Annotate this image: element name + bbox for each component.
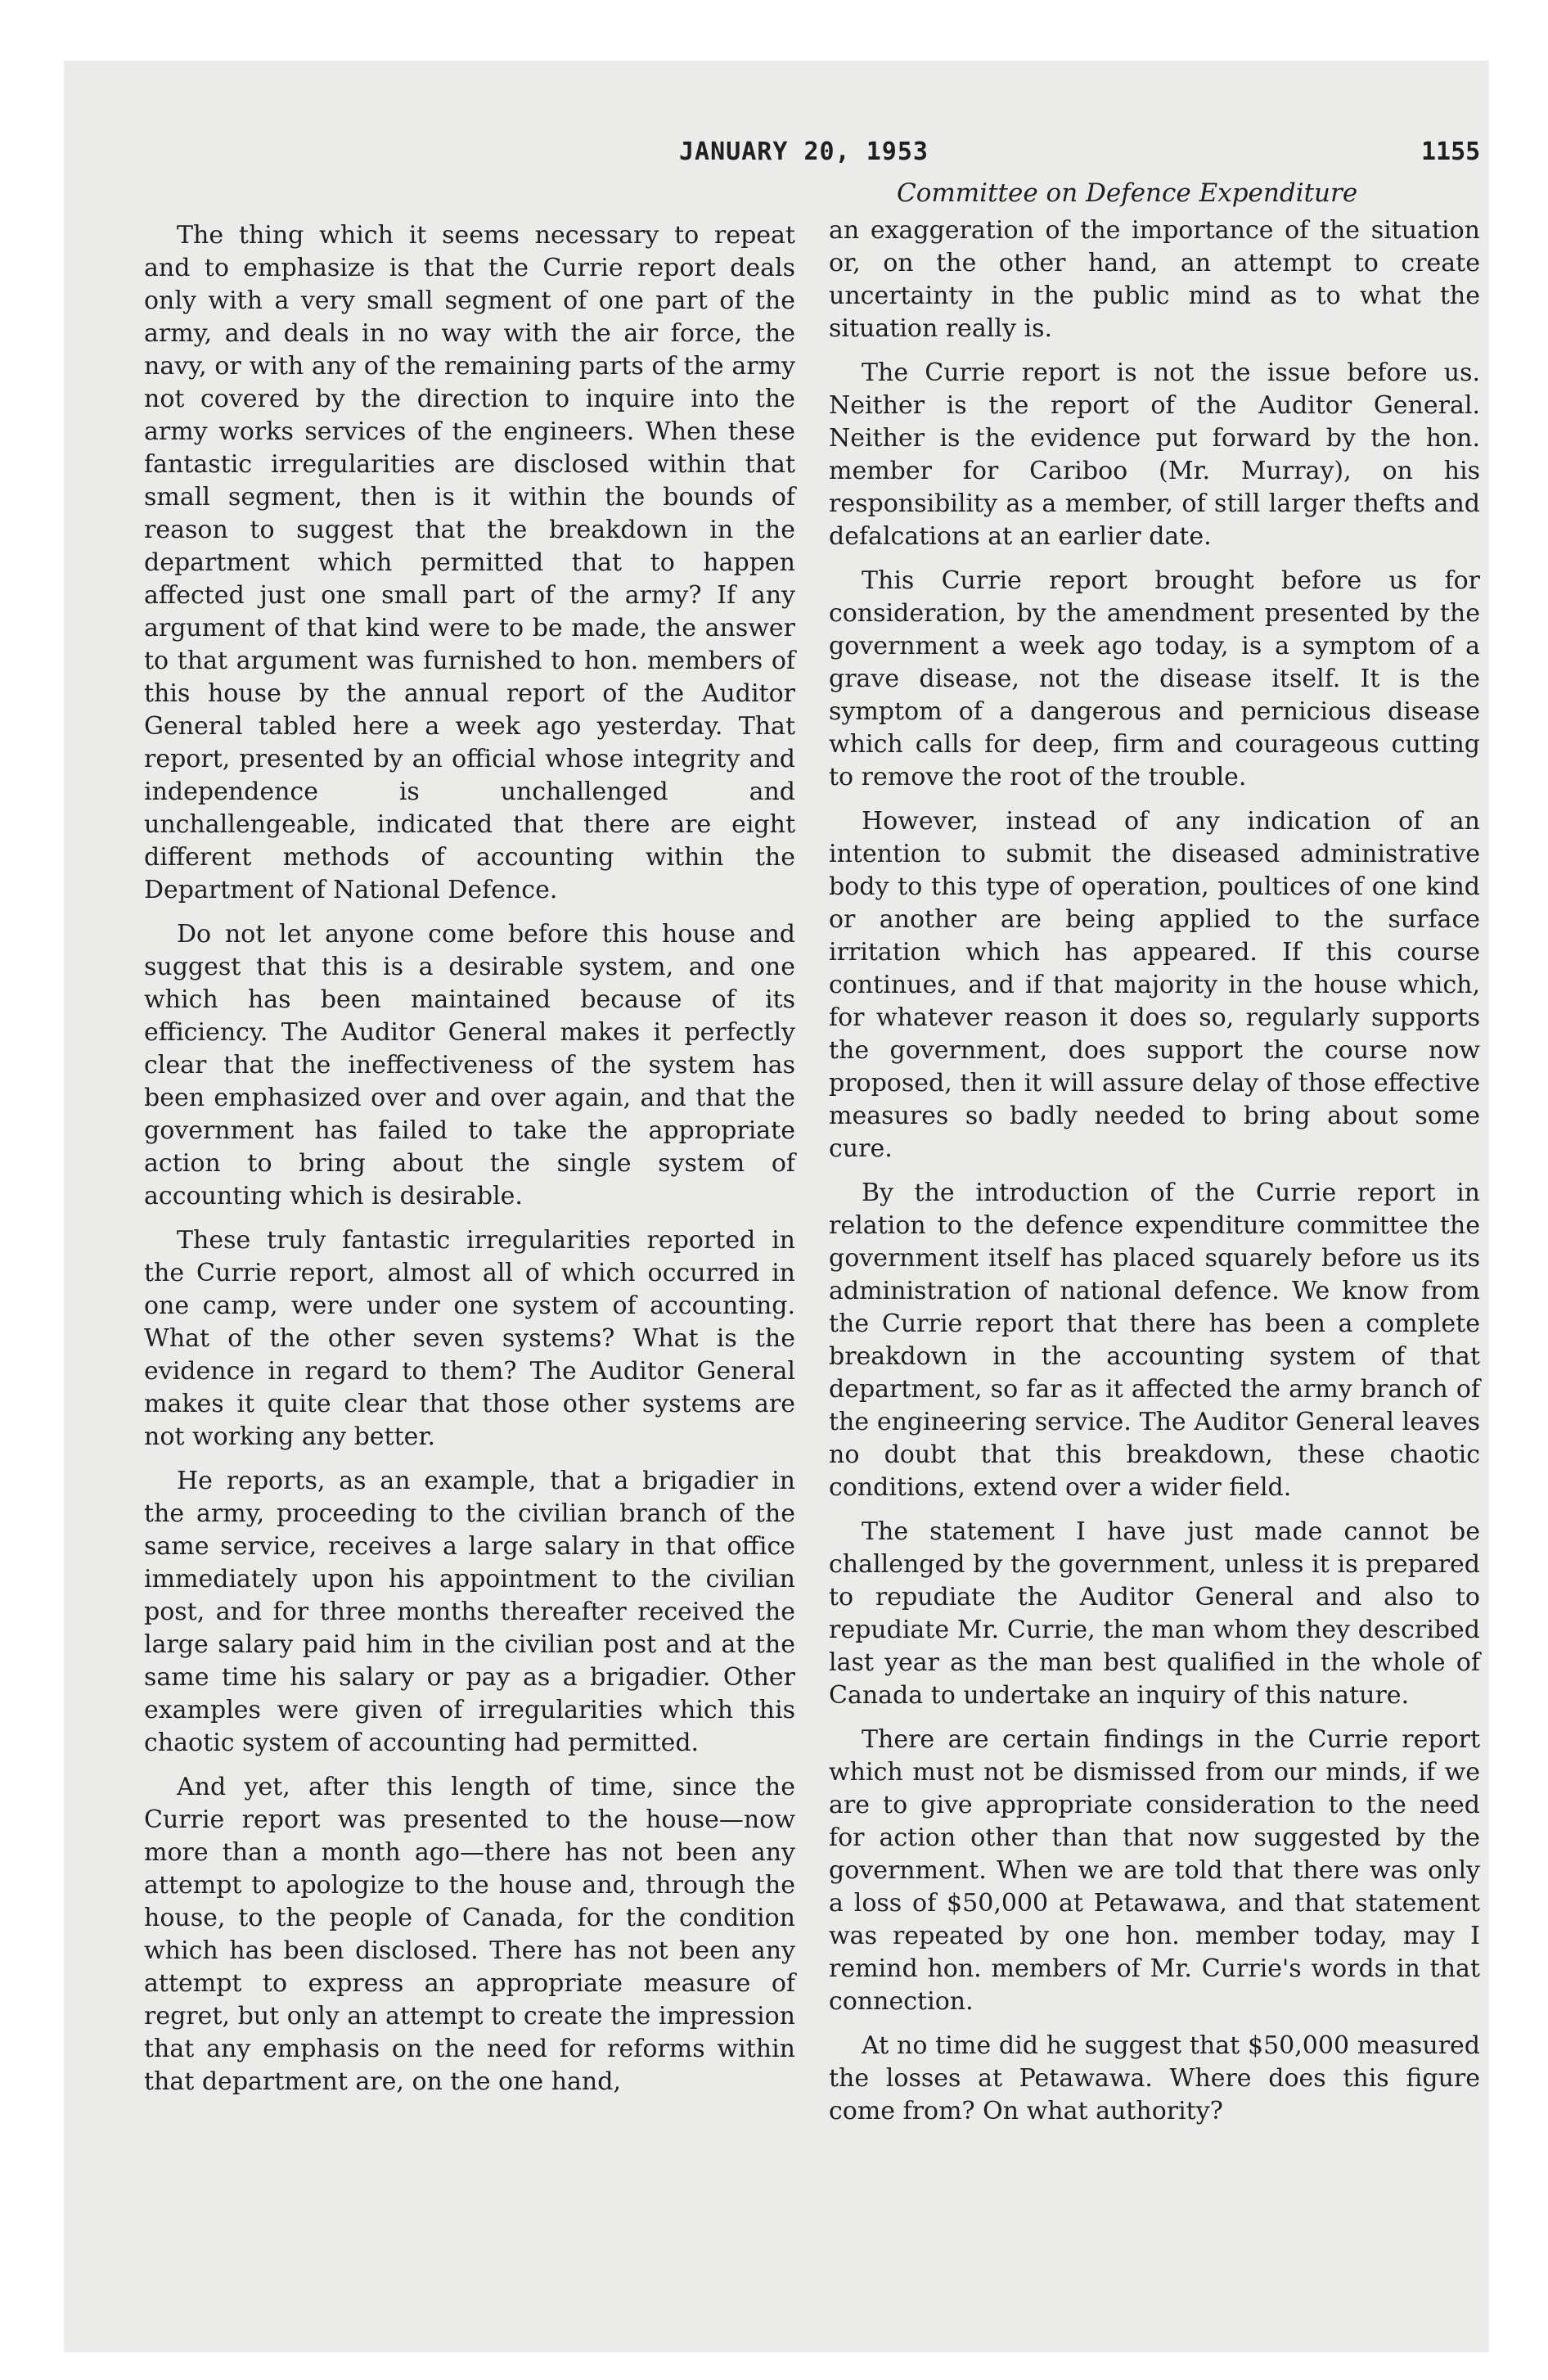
section-subheading: Committee on Defence Expenditure: [897, 178, 1358, 208]
paragraph: an exaggeration of the importance of the situation or, on the other hand, an attempt to create uncertainty in the public mind as to what the situation really is.: [829, 216, 1480, 343]
right-column: [829, 214, 1480, 2139]
paragraph: The statement I have just made cannot be challenged by the government, unless it is prepared to repudiate the Auditor General and also to repudiate Mr. Currie, the man whom they described last year as the man best qualified in the whole of Canada to undertake an inquiry of this nature.: [829, 1517, 1480, 1710]
paragraph: He reports, as an example, that a brigadier in the army, proceeding to the civilian branch of the same service, receives a large salary in that office immediately upon his appointment to the civilian post, and for three months thereafter received the large salary paid him in the civilian post and at the same time his salary or pay as a brigadier. Other examples were given of irregularities which this chaotic system of accounting had permitted.: [144, 1467, 795, 1757]
paragraph: This Currie report brought before us for consideration, by the amendment presented by the government a week ago today, is a symptom of a grave disease, not the disease itself. It is the symptom of a dangerous and pernicious disease which calls for deep, firm and courageous cutting to remove the root of the trouble.: [829, 566, 1480, 791]
paragraph: The thing which it seems necessary to repeat and to emphasize is that the Currie report deals only with a very small segment of one part of the army, and deals in no way with the air force, the navy, or with any of the remaining parts of the army not covered by the direction to inquire into the army works services of the engineers. When these fantastic irregularities are disclosed within that small segment, then is it within the bounds of reason to suggest that the breakdown in the department which permitted that to happen affected just one small part of the army? If any argument of that kind were to be made, the answer to that argument was furnished to hon. members of this house by the annual report of the Auditor General tabled here a week ago yesterday. That report, presented by an official whose integrity and independence is unchallenged and unchallengeable, indicated that there are eight different methods of accounting within the Department of National Defence.: [144, 221, 795, 904]
header-date: JANUARY 20, 1953: [679, 137, 929, 166]
paragraph: By the introduction of the Currie report in relation to the defence expenditure committee the government itself has placed squarely before us its administration of national defence. We know from the Currie report that there has been a complete breakdown in the accounting system of that department, so far as it affected the army branch of the engineering service. The Auditor General leaves no doubt that this breakdown, these chaotic conditions, extend over a wider field.: [829, 1179, 1480, 1502]
page-number: 1155: [1421, 137, 1481, 166]
paragraph: However, instead of any indication of an intention to submit the diseased administrative body to this type of operation, poultices of one kind or another are being applied to the surface irritation which has appeared. If this course continues, and if that majority in the house which, for whatever reason it does so, regularly supports the government, does support the course now proposed, then it will assure delay of those effective measures so badly needed to bring about some cure.: [829, 807, 1480, 1163]
page-header: [0, 137, 1548, 178]
paragraph: There are certain findings in the Currie report which must not be dismissed from our minds, if we are to give appropriate consideration to the need for action other than that now suggested by the government. When we are told that there was only a loss of $50,000 at Petawawa, and that statement was repeated by one hon. member today, may I remind hon. members of Mr. Currie's words in that connection.: [829, 1725, 1480, 2016]
left-column: [144, 219, 795, 2110]
paragraph: At no time did he suggest that $50,000 measured the losses at Petawawa. Where does this figure come from? On what authority?: [829, 2031, 1480, 2125]
paragraph: And yet, after this length of time, since the Currie report was presented to the house—now more than a month ago—there has not been any attempt to apologize to the house and, through the house, to the people of Canada, for the condition which has been disclosed. There has not been any attempt to express an appropriate measure of regret, but only an attempt to create the impression that any emphasis on the need for reforms within that department are, on the one hand,: [144, 1773, 795, 2096]
paragraph: These truly fantastic irregularities reported in the Currie report, almost all of which occurred in one camp, were under one system of accounting. What of the other seven systems? What is the evidence in regard to them? The Auditor General makes it quite clear that those other systems are not working any better.: [144, 1226, 795, 1451]
paragraph: The Currie report is not the issue before us. Neither is the report of the Auditor General. Neither is the evidence put forward by the hon. member for Cariboo (Mr. Murray), on his responsibility as a member, of still larger thefts and defalcations at an earlier date.: [829, 358, 1480, 551]
paragraph: Do not let anyone come before this house and suggest that this is a desirable system, and one which has been maintained because of its efficiency. The Auditor General makes it perfectly clear that the ineffectiveness of the system has been emphasized over and over again, and that the government has failed to take the appropriate action to bring about the single system of accounting which is desirable.: [144, 920, 795, 1210]
